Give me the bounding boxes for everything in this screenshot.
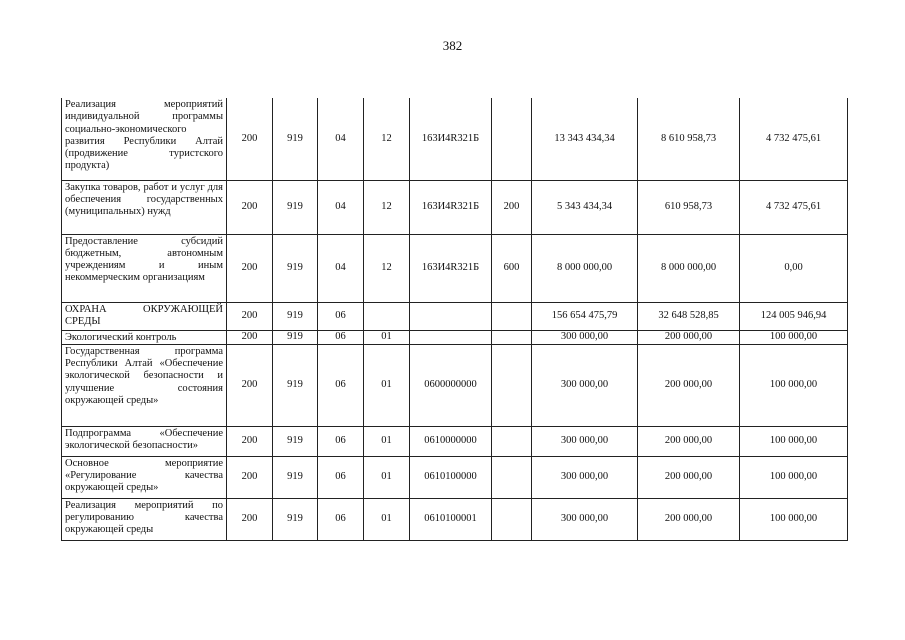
cell-sum-1: 8 000 000,00 <box>532 234 638 302</box>
page-number: 382 <box>442 38 463 53</box>
cell-vr <box>492 498 532 540</box>
cell-rz: 06 <box>318 330 364 344</box>
cell-ved: 919 <box>273 234 318 302</box>
row-name: ОХРАНА ОКРУЖАЮЩЕЙ СРЕДЫ <box>62 302 227 330</box>
cell-glav: 200 <box>227 498 273 540</box>
cell-rz: 04 <box>318 180 364 234</box>
cell-rz: 06 <box>318 302 364 330</box>
cell-sum-3: 4 732 475,61 <box>740 180 848 234</box>
budget-table <box>61 98 848 541</box>
cell-sum-2: 8 000 000,00 <box>638 234 740 302</box>
cell-vr <box>492 330 532 344</box>
cell-glav: 200 <box>227 234 273 302</box>
table-row <box>62 498 848 540</box>
cell-ved: 919 <box>273 98 318 180</box>
cell-sum-3: 0,00 <box>740 234 848 302</box>
cell-glav: 200 <box>227 344 273 426</box>
row-name: Экологический контроль <box>62 330 227 344</box>
table-row <box>62 234 848 302</box>
cell-vr: 200 <box>492 180 532 234</box>
cell-vr <box>492 98 532 180</box>
cell-sum-2: 200 000,00 <box>638 456 740 498</box>
row-name: Реализация мероприятий индивидуальной программы социально-экономического развития Республики Алтай (продвижение туристского продукта) <box>62 98 227 180</box>
cell-csr: 163И4R321Б <box>410 98 492 180</box>
row-name: Подпрограмма «Обеспечение экологической безопасности» <box>62 426 227 456</box>
cell-rz: 04 <box>318 98 364 180</box>
cell-ved: 919 <box>273 180 318 234</box>
cell-vr <box>492 302 532 330</box>
cell-sum-2: 8 610 958,73 <box>638 98 740 180</box>
cell-rz: 06 <box>318 344 364 426</box>
cell-csr: 0600000000 <box>410 344 492 426</box>
cell-csr <box>410 330 492 344</box>
table-row <box>62 302 848 330</box>
cell-sum-1: 300 000,00 <box>532 330 638 344</box>
cell-rz: 06 <box>318 426 364 456</box>
row-name: Реализация мероприятий по регулированию качества окружающей среды <box>62 498 227 540</box>
cell-rz: 06 <box>318 456 364 498</box>
cell-vr <box>492 456 532 498</box>
cell-glav: 200 <box>227 330 273 344</box>
cell-sum-1: 156 654 475,79 <box>532 302 638 330</box>
cell-glav: 200 <box>227 98 273 180</box>
cell-sum-3: 100 000,00 <box>740 456 848 498</box>
cell-ved: 919 <box>273 426 318 456</box>
cell-vr <box>492 426 532 456</box>
cell-pr: 01 <box>364 344 410 426</box>
cell-pr <box>364 302 410 330</box>
cell-ved: 919 <box>273 498 318 540</box>
cell-rz: 04 <box>318 234 364 302</box>
cell-vr <box>492 344 532 426</box>
cell-sum-1: 300 000,00 <box>532 498 638 540</box>
table-row <box>62 98 848 180</box>
cell-csr: 0610100001 <box>410 498 492 540</box>
cell-sum-3: 100 000,00 <box>740 330 848 344</box>
cell-pr: 12 <box>364 234 410 302</box>
row-name: Основное мероприятие «Регулирование качества окружающей среды» <box>62 456 227 498</box>
cell-sum-2: 32 648 528,85 <box>638 302 740 330</box>
cell-csr <box>410 302 492 330</box>
cell-pr: 01 <box>364 498 410 540</box>
cell-sum-1: 5 343 434,34 <box>532 180 638 234</box>
table-row <box>62 456 848 498</box>
cell-sum-3: 100 000,00 <box>740 426 848 456</box>
cell-pr: 12 <box>364 98 410 180</box>
cell-sum-1: 300 000,00 <box>532 456 638 498</box>
cell-sum-3: 124 005 946,94 <box>740 302 848 330</box>
cell-rz: 06 <box>318 498 364 540</box>
cell-csr: 0610100000 <box>410 456 492 498</box>
cell-csr: 0610000000 <box>410 426 492 456</box>
cell-pr: 01 <box>364 456 410 498</box>
cell-csr: 163И4R321Б <box>410 180 492 234</box>
cell-sum-3: 100 000,00 <box>740 344 848 426</box>
cell-ved: 919 <box>273 302 318 330</box>
cell-sum-2: 200 000,00 <box>638 330 740 344</box>
cell-csr: 163И4R321Б <box>410 234 492 302</box>
table-row <box>62 426 848 456</box>
table-row <box>62 180 848 234</box>
cell-sum-2: 200 000,00 <box>638 426 740 456</box>
cell-vr: 600 <box>492 234 532 302</box>
cell-glav: 200 <box>227 180 273 234</box>
cell-sum-1: 300 000,00 <box>532 344 638 426</box>
cell-sum-1: 13 343 434,34 <box>532 98 638 180</box>
cell-sum-2: 200 000,00 <box>638 498 740 540</box>
cell-glav: 200 <box>227 302 273 330</box>
cell-sum-2: 610 958,73 <box>638 180 740 234</box>
row-name: Предоставление субсидий бюджетным, автономным учреждениям и иным некоммерческим организациям <box>62 234 227 302</box>
cell-ved: 919 <box>273 330 318 344</box>
cell-pr: 12 <box>364 180 410 234</box>
cell-sum-3: 100 000,00 <box>740 498 848 540</box>
cell-ved: 919 <box>273 344 318 426</box>
table-row <box>62 344 848 426</box>
cell-glav: 200 <box>227 426 273 456</box>
cell-pr: 01 <box>364 330 410 344</box>
cell-sum-1: 300 000,00 <box>532 426 638 456</box>
cell-pr: 01 <box>364 426 410 456</box>
cell-glav: 200 <box>227 456 273 498</box>
table-row <box>62 330 848 344</box>
cell-sum-2: 200 000,00 <box>638 344 740 426</box>
cell-ved: 919 <box>273 456 318 498</box>
row-name: Закупка товаров, работ и услуг для обеспечения государственных (муниципальных) нужд <box>62 180 227 234</box>
row-name: Государственная программа Республики Алтай «Обеспечение экологической безопасности и улучшение состояния окружающей среды» <box>62 344 227 426</box>
cell-sum-3: 4 732 475,61 <box>740 98 848 180</box>
